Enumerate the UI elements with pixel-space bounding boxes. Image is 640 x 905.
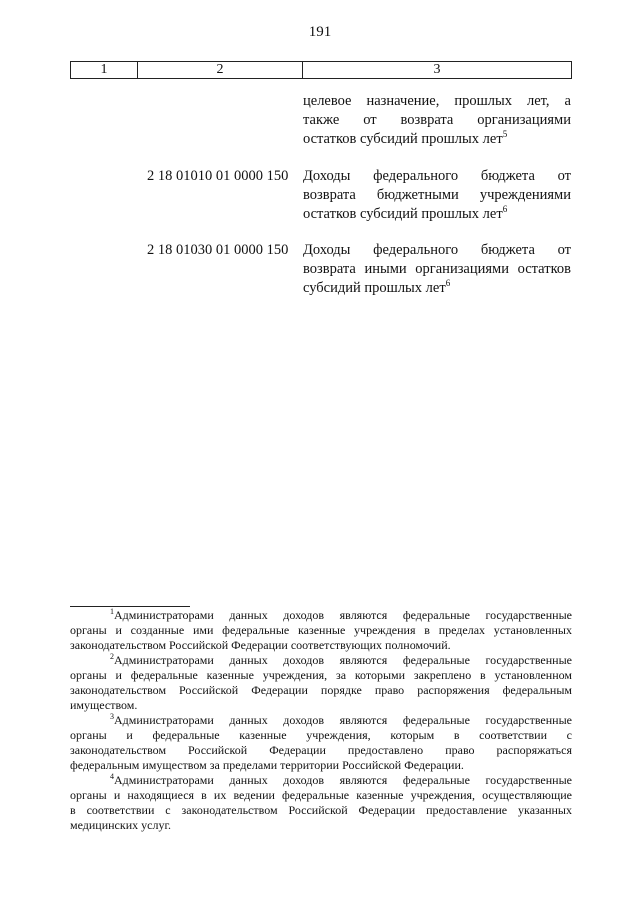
- footnote-ref: 6: [502, 204, 508, 215]
- footnote-mark: 3: [110, 713, 114, 721]
- revenue-code: 2 18 01030 01 0000 150: [147, 242, 289, 258]
- footnote-line: органы и федеральные казенные учреждения, которым в соответствии с: [70, 728, 572, 742]
- page-number: 191: [308, 24, 332, 40]
- footnote-line: медицинских услуг.: [70, 818, 172, 832]
- footnote-line: органы и федеральные казенные учреждения, за которыми закреплено в установленном: [70, 668, 572, 682]
- footnotes: [70, 608, 572, 833]
- footnote-ref: 6: [445, 278, 451, 289]
- footnote-2: [70, 653, 572, 713]
- footnote-line: органы и созданные ими федеральные казенные учреждения в пределах установленных: [70, 623, 572, 637]
- footnote-line: $^3$Администраторами данных доходов являются федеральные государственные: [110, 713, 572, 727]
- column-header-1: 1: [71, 62, 138, 78]
- table-header: [70, 61, 572, 79]
- footnote-mark: 1: [110, 608, 114, 616]
- footnote-mark: 4: [110, 773, 114, 781]
- description-line: также от возврата организациями: [303, 112, 571, 128]
- footnote-line: законодательством Российской Федерации предоставлено право распоряжаться: [70, 743, 572, 757]
- column-header-3: 3: [433, 62, 441, 77]
- revenue-code: 2 18 01010 01 0000 150: [147, 168, 289, 184]
- footnote-mark: 2: [110, 653, 114, 661]
- description-line: остатков субсидий прошлых лет$^5$: [303, 129, 508, 147]
- description-line: остатков субсидий прошлых лет$^6$: [303, 204, 508, 222]
- footnote-3: [70, 713, 572, 773]
- revenue-description: [303, 92, 571, 149]
- description-line: Доходы федерального бюджета от: [303, 168, 571, 184]
- description-line: возврата бюджетными учреждениями: [303, 187, 571, 203]
- revenue-description: [303, 241, 571, 298]
- footnote-line: федеральным имуществом за пределами территории Российской Федерации.: [70, 758, 464, 772]
- footnote-line: $^1$Администраторами данных доходов являются федеральные государственные: [110, 608, 572, 622]
- description-line: целевое назначение, прошлых лет, а: [303, 93, 571, 109]
- column-header-2: 2: [138, 62, 303, 78]
- footnote-1: [70, 608, 572, 653]
- revenue-description: [303, 167, 571, 224]
- description-line: Доходы федерального бюджета от: [303, 242, 571, 258]
- footnote-line: законодательством Российской Федерации порядке право распоряжения федеральным: [70, 683, 572, 697]
- footnote-line: органы и находящиеся в их ведении федеральные казенные учреждения, осуществляющие: [70, 788, 572, 802]
- footnote-line: законодательством Российской Федерации соответствующих полномочий.: [70, 638, 451, 652]
- footnote-line: в соответствии с законодательством Российской Федерации предоставление указанных: [70, 803, 572, 817]
- footnote-line: $^2$Администраторами данных доходов являются федеральные государственные: [110, 653, 572, 667]
- description-line: возврата иными организациями остатков: [303, 261, 571, 277]
- description-line: субсидий прошлых лет$^6$: [303, 278, 451, 296]
- footnote-line: $^4$Администраторами данных доходов являются федеральные государственные: [110, 773, 572, 787]
- footnote-4: [70, 773, 572, 833]
- footnote-separator: [70, 606, 190, 607]
- footnote-line: имуществом.: [70, 698, 138, 712]
- footnote-ref: 5: [502, 129, 508, 140]
